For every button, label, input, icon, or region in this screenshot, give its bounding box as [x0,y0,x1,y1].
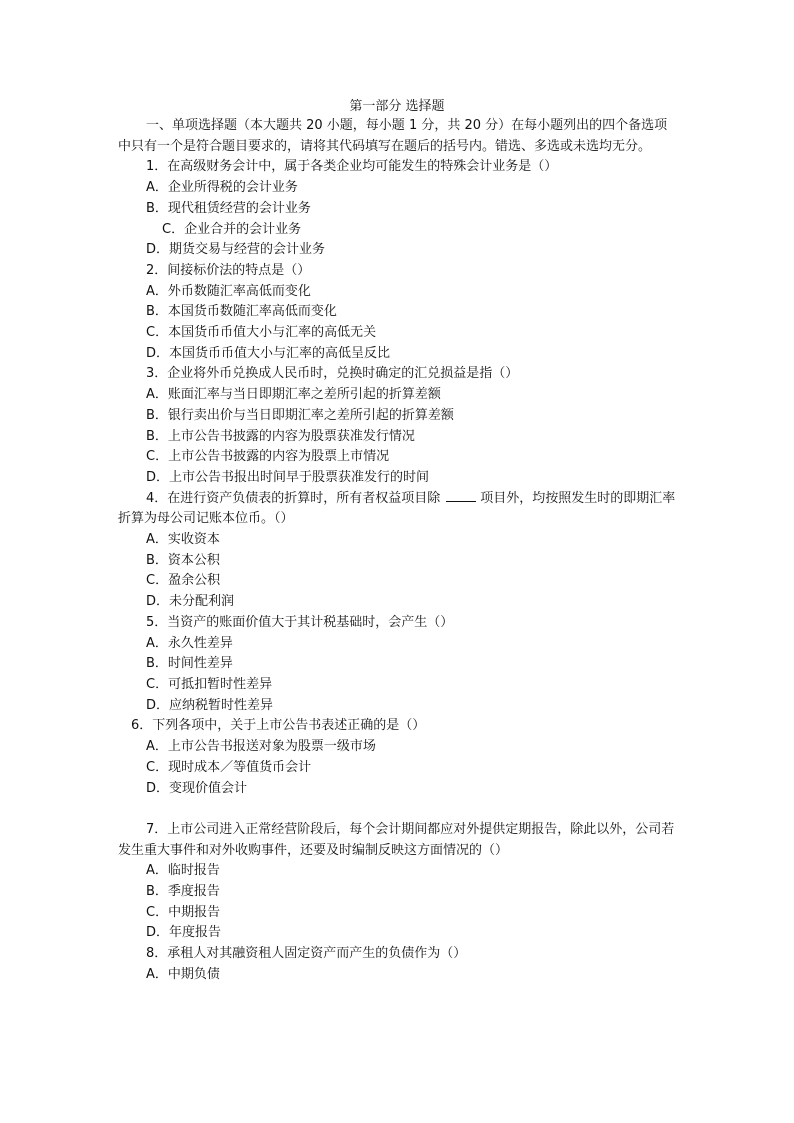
spacer [118,799,678,820]
question-2-option-c: C．本国货币币值大小与汇率的高低无关 [146,325,377,341]
question-8-stem: 8．承租人对其融资租人固定资产而产生的负债作为（） [146,946,467,962]
question-1-stem: 1．在高级财务会计中，属于各类企业均可能发生的特殊会计业务是（） [146,159,558,175]
question-1-option-d: D．期货交易与经营的会计业务 [146,242,326,258]
question-7-option-c: C．中期报告 [146,904,221,920]
instructions: 一、单项选择题（本大题共 20 小题，每小题 1 分，共 20 分）在每小题列出的四个备选项中只有一个是符合题目要求的，请将其代码填写在题后的括号内。错选、多选或未选均无分。 [118,118,668,154]
question-7-option-d: D．年度报告 [146,925,222,941]
question-5-option-a: A．永久性差异 [146,635,233,651]
section-title: 第一部分 选择题 [349,99,445,114]
question-4-option-d: D．未分配利润 [146,594,235,610]
question-3-option-c: C．上市公告书披露的内容为股票上市情况 [146,449,390,465]
question-5-option-d: D．应纳税暂时性差异 [146,697,274,713]
answer-blank [446,489,476,502]
question-3-stem: 3．企业将外币兑换成人民币时，兑换时确定的汇兑损益是指（） [146,366,519,382]
question-6-option-c: C．现时成本／等值货币会计 [146,759,312,775]
question-2-option-a: A．外币数随汇率高低而变化 [146,283,311,299]
question-3-option-b-extra: B．上市公告书披露的内容为股票获准发行情况 [146,428,415,444]
question-4-option-b: B．资本公积 [146,552,220,568]
question-1-option-c: C．企业合并的会计业务 [162,221,302,237]
question-7-option-b: B．季度报告 [146,884,220,899]
question-6-option-d: D．变现价值会计 [146,780,248,796]
question-4-stem-before: 4．在进行资产负债表的折算时，所有者权益项目除 [146,490,441,506]
question-6-stem: 6．下列各项中，关于上市公告书表述正确的是（） [131,718,426,734]
question-1-option-b: B．现代租赁经营的会计业务 [146,200,311,216]
question-5-stem: 5．当资产的账面价值大于其计税基础时，会产生（） [146,614,454,630]
question-3-option-a: A．账面汇率与当日即期汇率之差所引起的折算差额 [146,387,441,403]
question-7-stem: 7．上市公司进入正常经营阶段后，每个会计期间都应对外提供定期报告，除此以外，公司若发生重大事件和对外收购事件，还要及时编制反映这方面情况的（） [118,821,675,858]
question-3-option-b: B．银行卖出价与当日即期汇率之差所引起的折算差额 [146,407,454,423]
question-2-option-b: B．本国货币数随汇率高低而变化 [146,304,337,320]
question-4-stem-after: 项目外，均按照发生时的即期汇率折算为母公司记账本位币。（） [118,490,676,527]
question-6-option-a: A．上市公告书报送对象为股票一级市场 [146,739,376,755]
question-7-option-a: A．临时报告 [146,863,220,879]
question-2-stem: 2．间接标价法的特点是（） [146,262,311,278]
question-2-option-d: D．本国货币币值大小与汇率的高低呈反比 [146,345,391,361]
question-8-option-a: A．中期负债 [146,966,220,982]
question-3-option-d: D．上市公告书报出时间早于股票获准发行的时间 [146,469,430,485]
question-4-option-a: A．实收资本 [146,532,220,548]
question-5-option-c: C．可抵扣暂时性差异 [146,676,273,692]
question-1-option-a: A．企业所得税的会计业务 [146,180,298,196]
question-4-option-c: C．盈余公积 [146,573,221,589]
question-list [118,116,678,986]
question-4-stem [118,489,678,530]
question-5-option-b: B．时间性差异 [146,656,233,672]
